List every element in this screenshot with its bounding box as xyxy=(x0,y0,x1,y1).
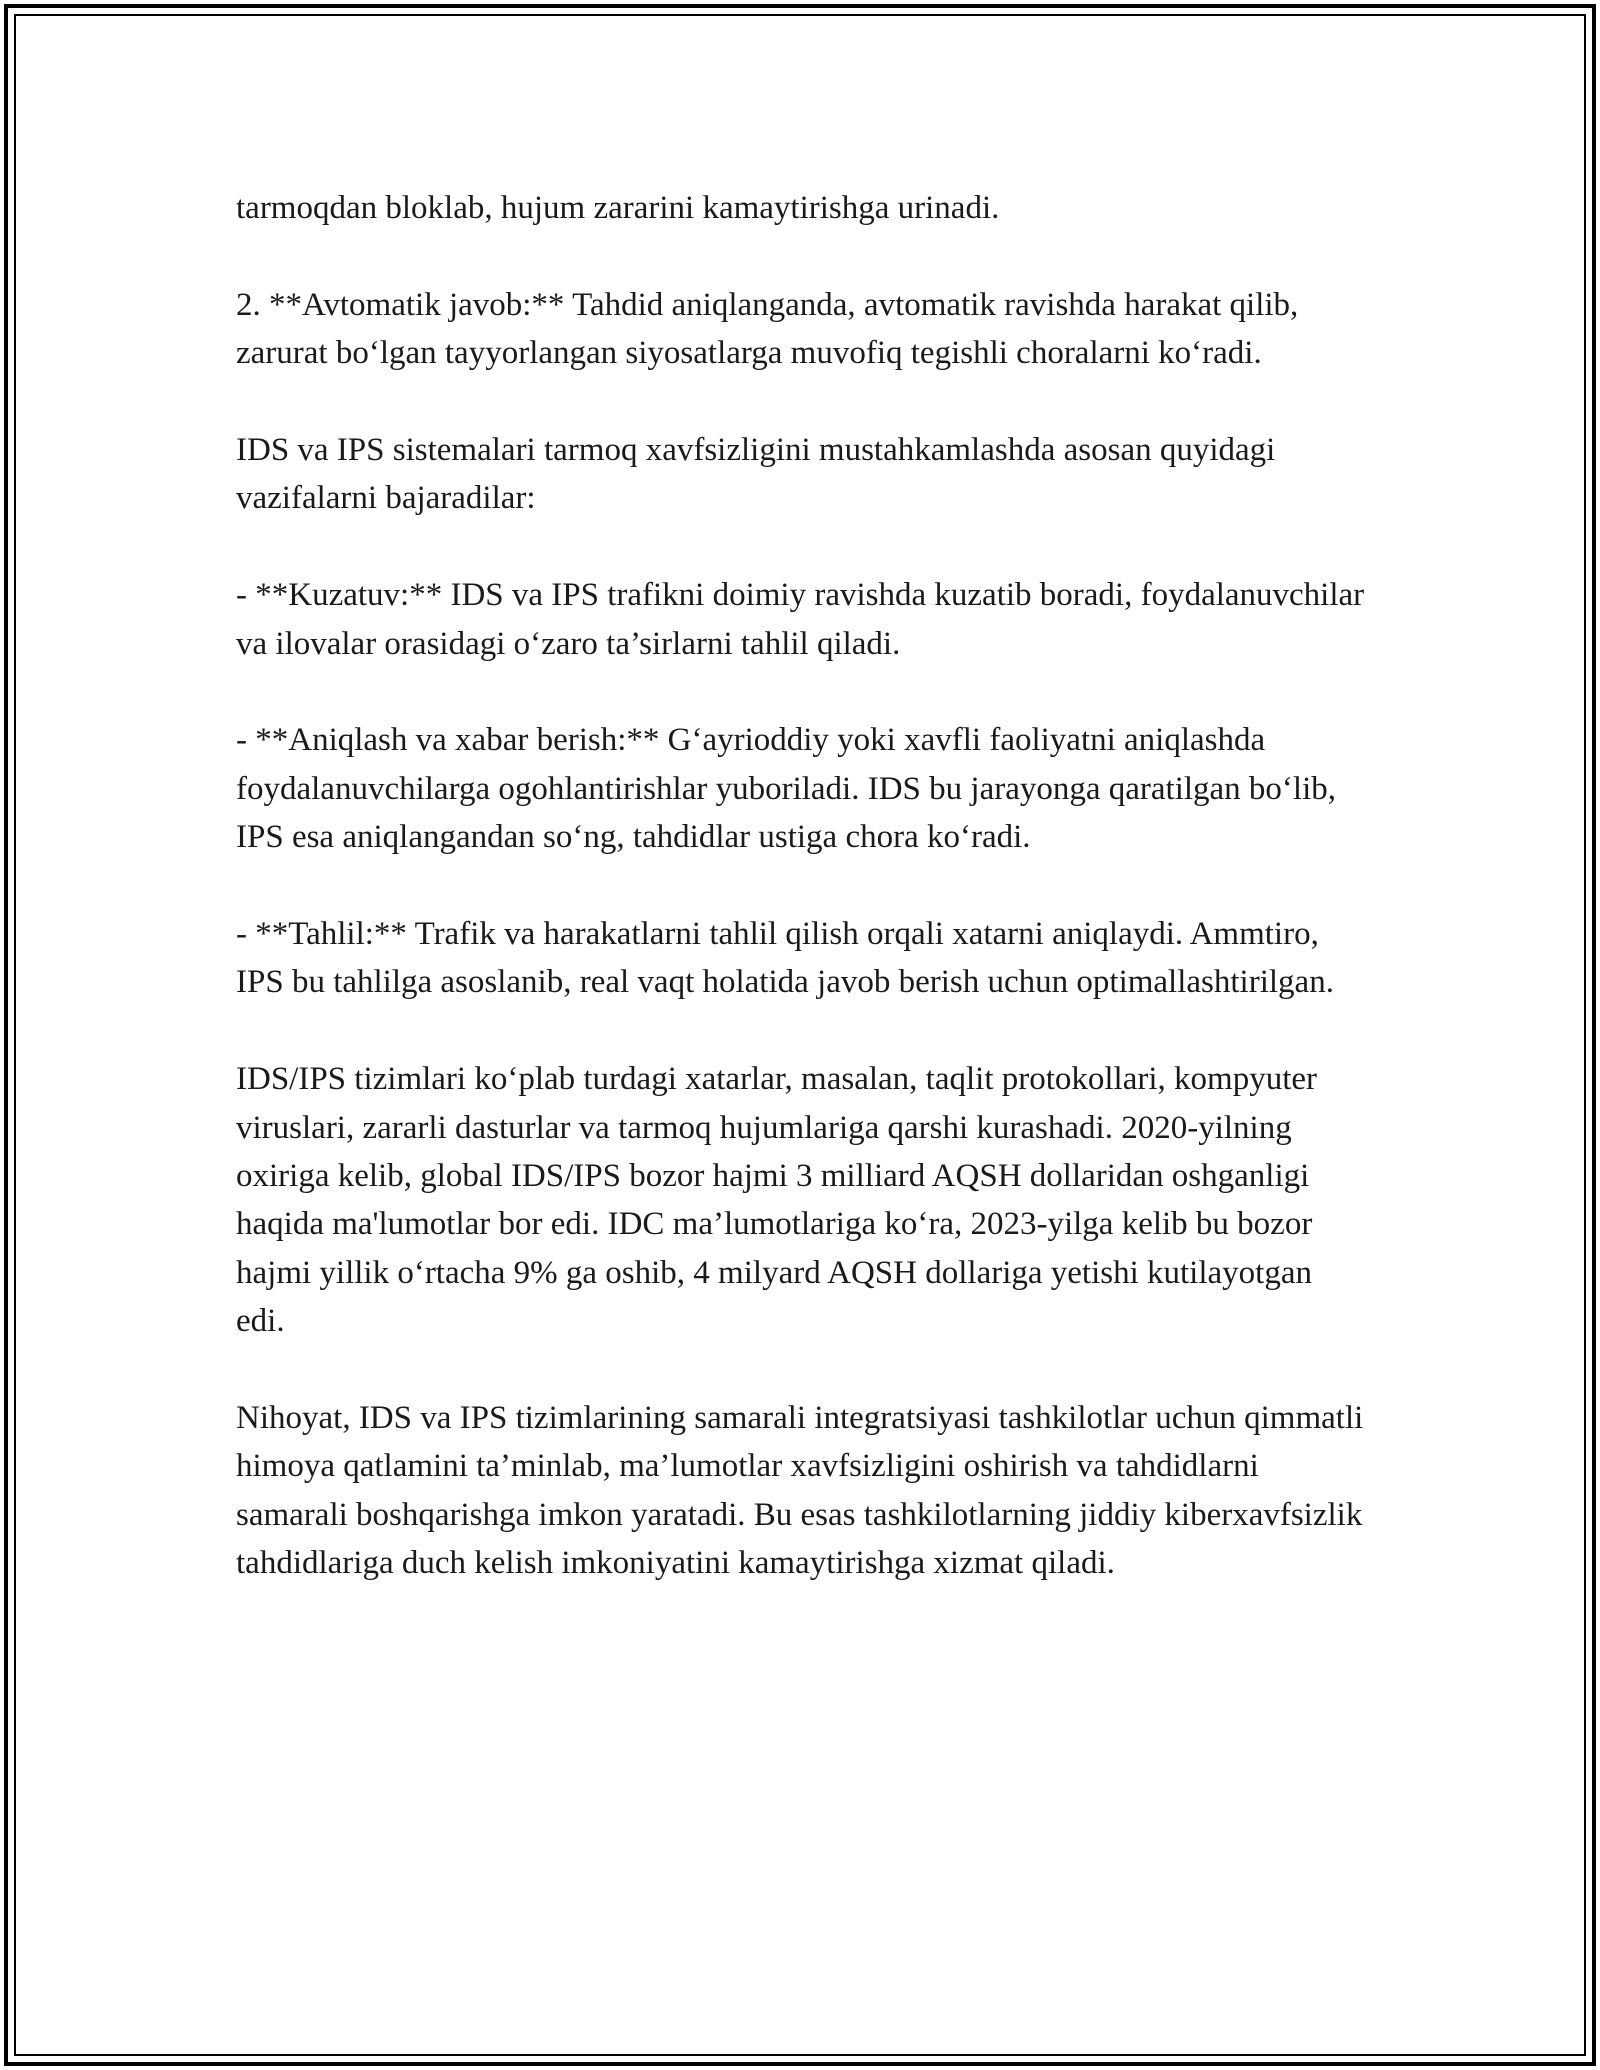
paragraph-market-size: IDS/IPS tizimlari ko‘plab turdagi xatarlar, masalan, taqlit protokollari, kompyuter viruslari, zararli dasturlar va tarmoq hujumlariga qarshi kurashadi. 2020-yilning oxiriga kelib, global IDS/IPS bozor hajmi 3 milliard AQSH dollaridan oshganligi haqida ma'lumotlar bor edi. IDC ma’lumotlariga ko‘ra, 2023-yilga kelib bu bozor hajmi yillik o‘rtacha 9% ga oshib, 4 milyard AQSH dollariga yetishi kutilayotgan edi. xyxy=(236,1061,1318,1340)
paragraph-monitoring: - **Kuzatuv:** IDS va IPS trafikni doimiy ravishda kuzatib boradi, foydalanuvchilar va ilovalar orasidagi o‘zaro ta’sirlarni tahlil qiladi. xyxy=(236,577,1365,662)
paragraph-analysis: - **Tahlil:** Trafik va harakatlarni tahlil qilish orqali xatarni aniqlaydi. Ammtiro, IPS bu tahlilga asoslanib, real vaqt holatida javob berish uchun optimallashtirilgan. xyxy=(236,916,1334,1001)
paragraph-automatic-response: 2. **Avtomatik javob:** Tahdid aniqlanganda, avtomatik ravishda harakat qilib, zarurat bo‘lgan tayyorlangan siyosatlarga muvofiq tegishli choralarni ko‘radi. xyxy=(236,286,1299,372)
paragraph-ids-ips-tasks-intro: IDS va IPS sistemalari tarmoq xavfsizligini mustahkamlashda asosan quyidagi vazifalarni bajaradilar: xyxy=(236,432,1276,517)
document-body xyxy=(236,184,1366,1636)
paragraph-conclusion: Nihoyat, IDS va IPS tizimlarining samarali integratsiyasi tashkilotlar uchun qimmatli himoya qatlamini ta’minlab, ma’lumotlar xavfsizligini oshirish va tahdidlarni samarali boshqarishga imkon yaratadi. Bu esas tashkilotlarning jiddiy kiberxavfsizlik tahdidlariga duch kelish imkoniyatini kamaytirishga xizmat qiladi. xyxy=(236,1400,1364,1582)
paragraph-continuation: tarmoqdan bloklab, hujum zararini kamaytirishga urinadi. xyxy=(236,190,1000,226)
paragraph-detection-alerting: - **Aniqlash va xabar berish:** G‘ayrioddiy yoki xavfli faoliyatni aniqlashda foydalanuvchilarga ogohlantirishlar yuboriladi. IDS bu jarayonga qaratilgan bo‘lib, IPS esa aniqlangandan so‘ng, tahdidlar ustiga chora ko‘radi. xyxy=(236,722,1337,856)
